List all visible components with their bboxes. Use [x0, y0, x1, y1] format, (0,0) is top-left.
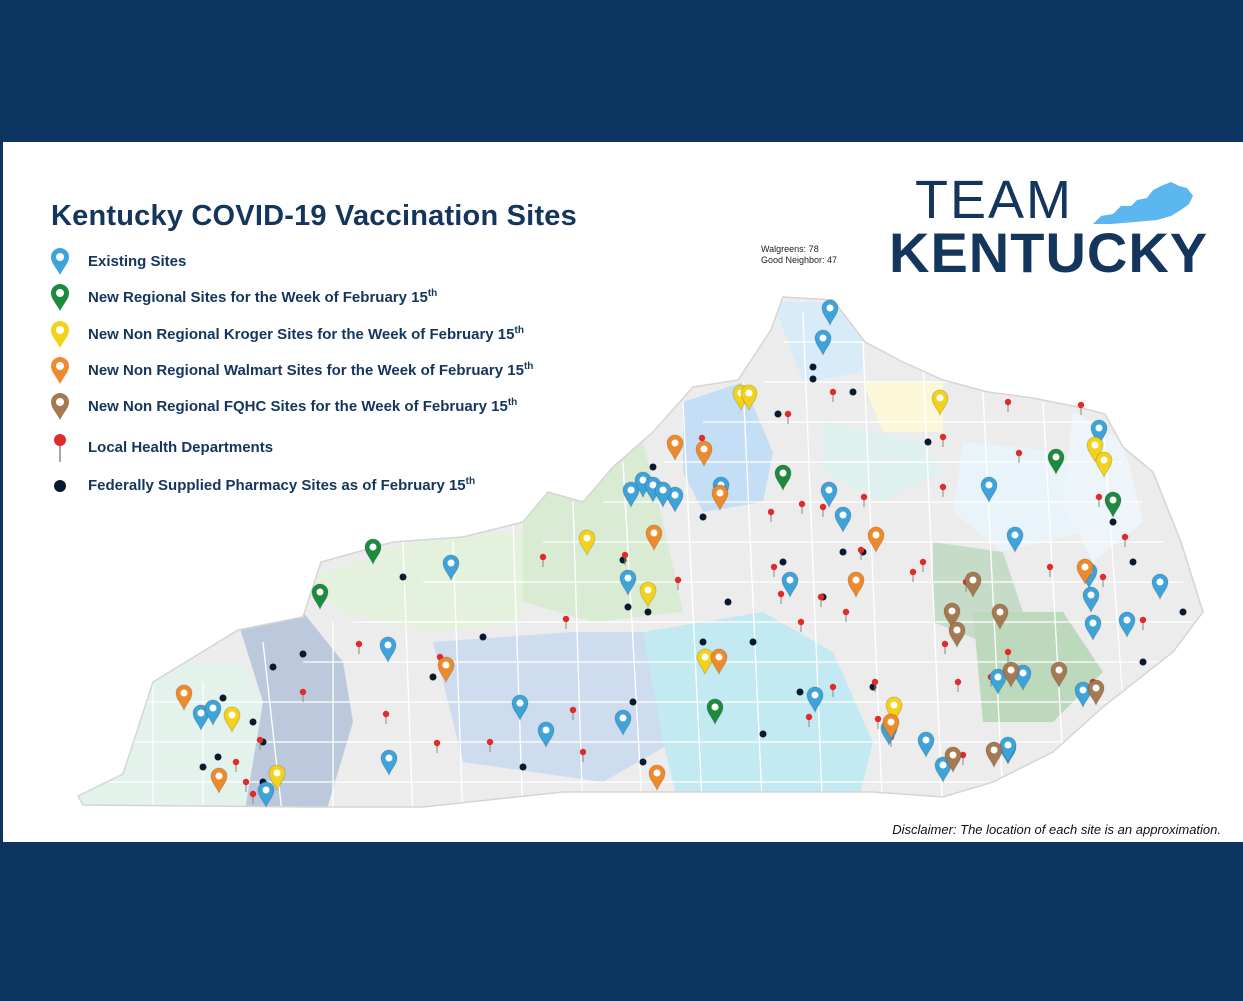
pin-center: [787, 577, 794, 584]
health-department-pin: [771, 564, 777, 570]
pharmacy-site-dot: [215, 754, 222, 761]
health-department-pin: [1047, 564, 1053, 570]
health-department-pin: [699, 435, 705, 441]
health-department-pin: [861, 494, 867, 500]
pin-center: [1008, 667, 1015, 674]
health-department-pin: [872, 679, 878, 685]
pin-center: [812, 692, 819, 699]
pharmacy-site-dot: [797, 689, 804, 696]
pin-center: [701, 446, 708, 453]
pin-center: [625, 575, 632, 582]
logo-kentucky-text: KENTUCKY: [889, 221, 1209, 284]
pin-center: [1110, 497, 1117, 504]
pin-center: [620, 715, 627, 722]
pharmacy-site-dot: [645, 609, 652, 616]
health-department-pin: [250, 791, 256, 797]
legend-existing-sites: [48, 246, 186, 276]
pharmacy-site-dot: [780, 559, 787, 566]
pin-center: [712, 704, 719, 711]
pharmacy-site-dot: [625, 604, 632, 611]
page-title: Kentucky COVID-19 Vaccination Sites: [51, 200, 577, 232]
pin-center: [937, 395, 944, 402]
pharmacy-site-dot: [810, 364, 817, 371]
health-department-pin: [940, 434, 946, 440]
pin-center: [853, 577, 860, 584]
legend-label: Local Health Departments: [88, 438, 274, 456]
pin-center: [826, 487, 833, 494]
pin-center: [995, 674, 1002, 681]
pin-center: [820, 335, 827, 342]
pharmacy-site-dot: [1140, 659, 1147, 666]
pharmacy-site-dot: [725, 599, 732, 606]
brown-pin-icon: [48, 391, 72, 421]
pin-center: [443, 662, 450, 669]
pharmacy-site-dot: [400, 574, 407, 581]
pharmacy-site-dot: [1110, 519, 1117, 526]
pharmacy-site-dot: [270, 664, 277, 671]
pin-center: [1101, 457, 1108, 464]
health-department-pin: [622, 552, 628, 558]
health-department-pin: [563, 616, 569, 622]
pin-center: [780, 470, 787, 477]
pin-center: [672, 440, 679, 447]
legend-health-departments: [48, 432, 273, 462]
legend-label: Existing Sites: [88, 252, 187, 270]
pin-center: [198, 710, 205, 717]
health-department-pin: [233, 759, 239, 765]
yellow-pin-icon: [48, 319, 72, 349]
health-department-pin: [1140, 617, 1146, 623]
pharmacy-site-dot: [630, 699, 637, 706]
pin-center: [950, 752, 957, 759]
health-department-pin: [1005, 649, 1011, 655]
legend-pharmacy-sites: [48, 470, 475, 500]
pin-center: [1088, 592, 1095, 599]
legend-label: New Regional Sites for the Week of February 15th: [88, 288, 438, 306]
health-department-pin: [1016, 450, 1022, 456]
pin-center: [386, 755, 393, 762]
health-department-pin: [875, 716, 881, 722]
health-department-pin: [300, 689, 306, 695]
legend-kroger-sites: [48, 319, 524, 349]
pin-center: [949, 608, 956, 615]
pharmacy-site-dot: [760, 731, 767, 738]
legend-label: Federally Supplied Pharmacy Sites as of February 15th: [88, 476, 476, 494]
pharmacy-site-dot: [1180, 609, 1187, 616]
logo-team-text: TEAM: [915, 170, 1074, 230]
health-department-pin: [243, 779, 249, 785]
pharmacy-site-dot: [220, 695, 227, 702]
pharmacy-site-dot: [300, 651, 307, 658]
pin-center: [1124, 617, 1131, 624]
health-department-pin: [910, 569, 916, 575]
pharmacy-site-dot: [480, 634, 487, 641]
pin-center: [940, 762, 947, 769]
pharmacy-site-dot: [700, 514, 707, 521]
walgreens-count: Walgreens: 78: [761, 244, 819, 254]
legend-label: New Non Regional Walmart Sites for the Week of February 15th: [88, 361, 534, 379]
health-department-pin: [383, 711, 389, 717]
pin-center: [923, 737, 930, 744]
pin-center: [645, 587, 652, 594]
pin-center: [1082, 564, 1089, 571]
health-department-pin: [580, 749, 586, 755]
health-department-pin: [955, 679, 961, 685]
health-department-pin: [487, 739, 493, 745]
pin-center: [263, 787, 270, 794]
health-department-pin: [1122, 534, 1128, 540]
good-neighbor-count: Good Neighbor: 47: [761, 255, 838, 265]
pin-center: [1093, 685, 1100, 692]
pharmacy-site-dot: [700, 639, 707, 646]
pin-center: [385, 642, 392, 649]
pin-center: [840, 512, 847, 519]
slide-panel: [3, 142, 1243, 842]
pin-center: [1157, 579, 1164, 586]
pin-center: [954, 627, 961, 634]
disclaimer: Disclaimer: The location of each site is an approximation.: [892, 822, 1221, 837]
health-department-pin: [942, 641, 948, 647]
health-department-pin: [940, 484, 946, 490]
pin-center: [370, 544, 377, 551]
pharmacy-site-dot: [1130, 559, 1137, 566]
pin-center: [181, 690, 188, 697]
health-department-pin: [858, 547, 864, 553]
orange-pin-icon: [48, 355, 72, 385]
pin-center: [827, 305, 834, 312]
pharmacy-site-dot: [850, 389, 857, 396]
pharmacy-site-dot: [520, 764, 527, 771]
health-department-pin: [806, 714, 812, 720]
health-department-pin: [434, 740, 440, 746]
pin-center: [584, 535, 591, 542]
legend-fqhc-sites: [48, 391, 517, 421]
black-dot-icon: [48, 470, 72, 500]
pharmacy-site-dot: [430, 674, 437, 681]
pin-center: [991, 747, 998, 754]
pin-center: [716, 654, 723, 661]
pin-center: [651, 530, 658, 537]
health-department-pin: [830, 684, 836, 690]
health-department-pin: [785, 411, 791, 417]
legend-walmart-sites: [48, 355, 533, 385]
pin-center: [628, 487, 635, 494]
pin-center: [997, 609, 1004, 616]
pin-center: [672, 492, 679, 499]
health-department-pin: [768, 509, 774, 515]
pin-center: [1056, 667, 1063, 674]
pharmacy-site-dot: [810, 376, 817, 383]
health-department-pin: [570, 707, 576, 713]
pin-center: [654, 770, 661, 777]
legend-label: New Non Regional FQHC Sites for the Week of February 15th: [88, 397, 518, 415]
health-department-pin: [540, 554, 546, 560]
health-department-pin: [356, 641, 362, 647]
health-department-pin: [1078, 402, 1084, 408]
pin-center: [1096, 425, 1103, 432]
health-department-pin: [820, 504, 826, 510]
pin-center: [216, 773, 223, 780]
pharmacy-counts: [761, 244, 837, 266]
pharmacy-site-dot: [250, 719, 257, 726]
pin-center: [717, 490, 724, 497]
pin-center: [274, 770, 281, 777]
health-department-pin: [257, 737, 263, 743]
pharmacy-site-dot: [925, 439, 932, 446]
pharmacy-site-dot: [640, 759, 647, 766]
health-department-pin: [830, 389, 836, 395]
pharmacy-site-dot: [775, 411, 782, 418]
pin-center: [1080, 687, 1087, 694]
green-pin-icon: [48, 282, 72, 312]
pin-center: [1005, 742, 1012, 749]
health-department-pin: [920, 559, 926, 565]
pin-center: [517, 700, 524, 707]
pin-center: [1053, 454, 1060, 461]
pin-center: [1020, 670, 1027, 677]
pin-center: [317, 589, 324, 596]
pin-center: [746, 390, 753, 397]
pin-center: [210, 705, 217, 712]
health-department-pin: [778, 591, 784, 597]
red-pushpin-icon: [48, 432, 72, 462]
legend-label: New Non Regional Kroger Sites for the Week of February 15th: [88, 325, 524, 343]
pin-center: [970, 577, 977, 584]
health-department-pin: [818, 594, 824, 600]
health-department-pin: [1005, 399, 1011, 405]
pin-center: [891, 702, 898, 709]
pharmacy-site-dot: [200, 764, 207, 771]
health-department-pin: [675, 577, 681, 583]
pin-center: [1012, 532, 1019, 539]
health-department-pin: [843, 609, 849, 615]
pharmacy-site-dot: [840, 549, 847, 556]
pin-center: [1090, 620, 1097, 627]
pin-center: [888, 719, 895, 726]
health-department-pin: [798, 619, 804, 625]
pin-center: [660, 487, 667, 494]
health-department-pin: [1096, 494, 1102, 500]
pin-center: [229, 712, 236, 719]
blue-pin-icon: [48, 246, 72, 276]
pin-center: [702, 654, 709, 661]
legend-regional-sites: [48, 282, 437, 312]
pin-center: [448, 560, 455, 567]
health-department-pin: [1100, 574, 1106, 580]
pin-center: [543, 727, 550, 734]
pin-center: [1092, 442, 1099, 449]
pharmacy-site-dot: [750, 639, 757, 646]
pharmacy-site-dot: [650, 464, 657, 471]
pin-center: [873, 532, 880, 539]
pin-center: [986, 482, 993, 489]
health-department-pin: [799, 501, 805, 507]
